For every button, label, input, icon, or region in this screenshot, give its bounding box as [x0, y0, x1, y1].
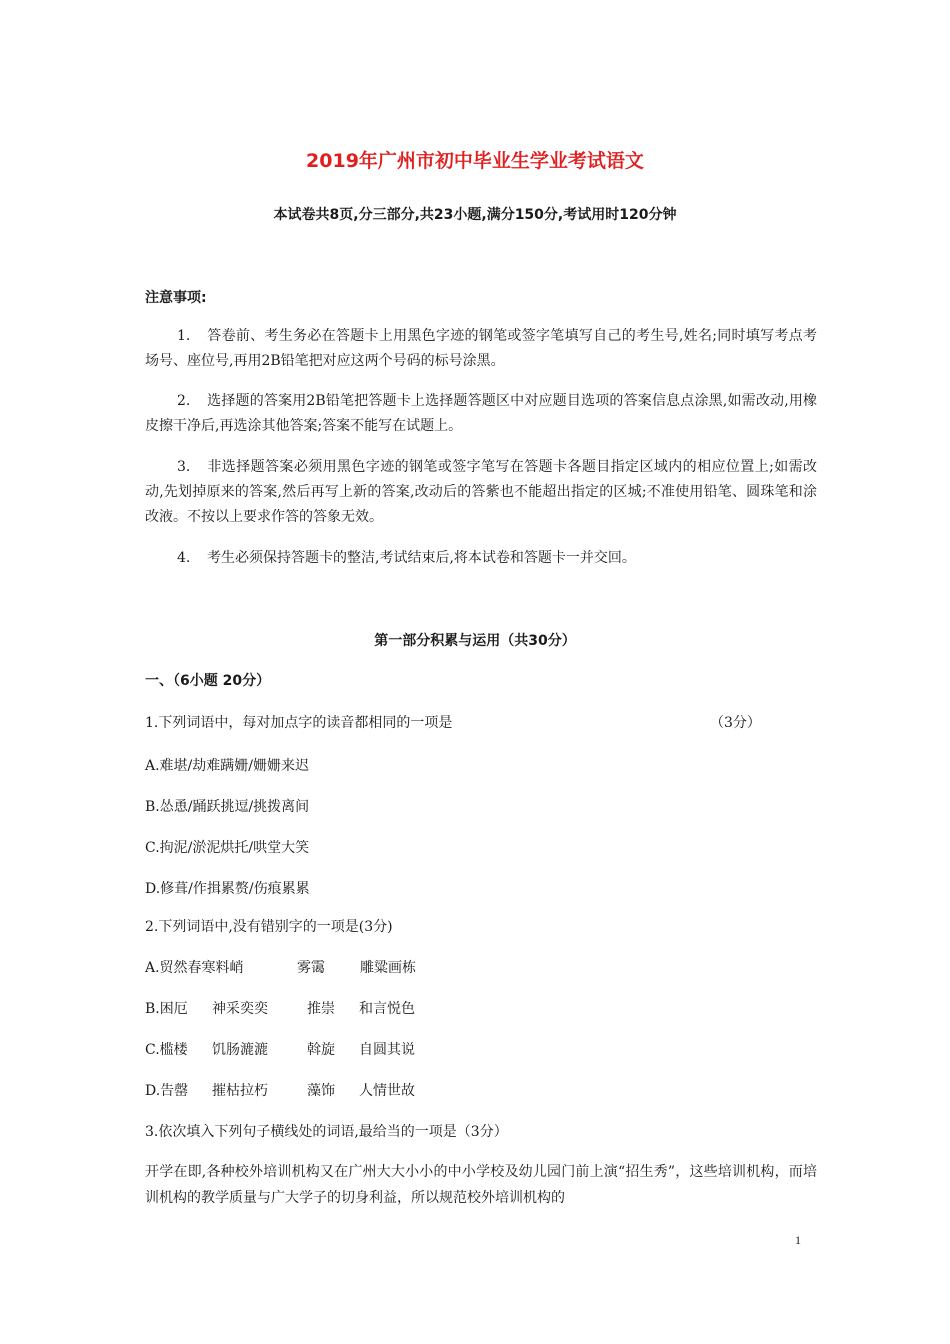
question-1-score: （3分） — [710, 715, 761, 731]
option-term: 人情世故 — [359, 1083, 415, 1099]
option-term: 雾霭 — [297, 960, 325, 976]
notice-item-text: 非选择题答案必须用黑色字迹的钢笔或签字笔写在答题卡各题目指定区域内的相应位置上;如需改动,先划掉原来的答案,然后再写上新的答案,改动后的答紫也不能超出指定的区城;不准使用铅笔、圆珠笔和涂改液。不按以上要求作答的答象无效。 — [145, 459, 817, 525]
question-1-option-b: B.怂恿/踊跃挑逗/挑拨离间 — [145, 799, 310, 815]
question-2-option-d — [145, 1080, 415, 1100]
notice-item-text: 考生必须保持答题卡的整洁,考试结束后,将本试卷和答题卡一并交回。 — [207, 550, 636, 566]
question-2-option-a — [145, 957, 416, 977]
notice-item-number: 3. — [177, 459, 191, 475]
option-term: D.告罄 — [145, 1083, 189, 1099]
question-2-option-b — [145, 998, 415, 1018]
notice-item-number: 2. — [177, 393, 191, 409]
option-term: C.槛楼 — [145, 1042, 188, 1058]
option-term: 推崇 — [307, 1001, 335, 1017]
notice-item-number: 1. — [177, 328, 191, 344]
notice-item — [145, 455, 817, 530]
option-term: 和言悦色 — [359, 1001, 415, 1017]
document-title: 2019年广州市初中毕业生学业考试语文 — [306, 150, 644, 172]
notice-item-text: 选择题的答案用2B铅笔把答题卡上选择题答题区中对应题目选项的答案信息点涂黑,如需改动,用橡皮擦干净后,再选涂其他答案;答案不能写在试题上。 — [145, 393, 817, 434]
document-subtitle: 本试卷共8页,分三部分,共23小题,满分150分,考试用时120分钟 — [273, 207, 677, 223]
question-3-stem: 3.依次填入下列句子横线处的词语,最给当的一项是（3分） — [145, 1124, 508, 1140]
option-term: 神采奕奕 — [212, 1001, 268, 1017]
option-term: 斡旋 — [307, 1042, 335, 1058]
option-term: 饥肠漉漉 — [212, 1042, 268, 1058]
notice-item — [145, 389, 817, 439]
question-1-option-a: A.难堪/劫难蹒姗/姗姗来迟 — [145, 758, 309, 774]
question-1-option-d: D.修葺/作揖累赘/伤痕累累 — [145, 881, 310, 897]
question-3-passage: 开学在即,各种校外培训机构又在广州大大小小的中小学校及幼儿园门前上演“招生秀”，这些培训机构，而培训机构的教学质量与广大学子的切身利益，所以规范校外培训机构的 — [145, 1164, 817, 1206]
option-term: B.困厄 — [145, 1001, 188, 1017]
notice-item-text: 答卷前、考生务必在答题卡上用黑色字迹的钢笔或签字笔填写自己的考生号,姓名;同时填写考点考场号、座位号,再用2B铅笔把对应这两个号码的标号涂黑。 — [145, 328, 817, 369]
question-1-option-c: C.拘泥/淤泥烘托/哄堂大笑 — [145, 840, 310, 856]
option-term: 雕粱画栋 — [360, 960, 416, 976]
question-1-stem: 1.下列词语中，每对加点字的读音都相同的一项是 — [145, 715, 453, 731]
notice-heading: 注意事项: — [145, 290, 207, 306]
option-term: 摧枯拉朽 — [212, 1083, 268, 1099]
part-heading: 第一部分积累与运用（共30分） — [374, 633, 576, 649]
question-2-option-c — [145, 1039, 415, 1059]
option-term: 藻饰 — [307, 1083, 335, 1099]
question-2-stem: 2.下列词语中,没有错别字的一项是(3分) — [145, 919, 393, 935]
notice-item-number: 4. — [177, 550, 191, 566]
page-number: 1 — [795, 1233, 801, 1247]
section-heading: 一、（6小题 20分） — [145, 673, 271, 689]
option-term: A.贸然春寒料峭 — [145, 960, 244, 976]
notice-item — [145, 324, 817, 374]
option-term: 自圆其说 — [359, 1042, 415, 1058]
notice-item — [145, 546, 817, 571]
